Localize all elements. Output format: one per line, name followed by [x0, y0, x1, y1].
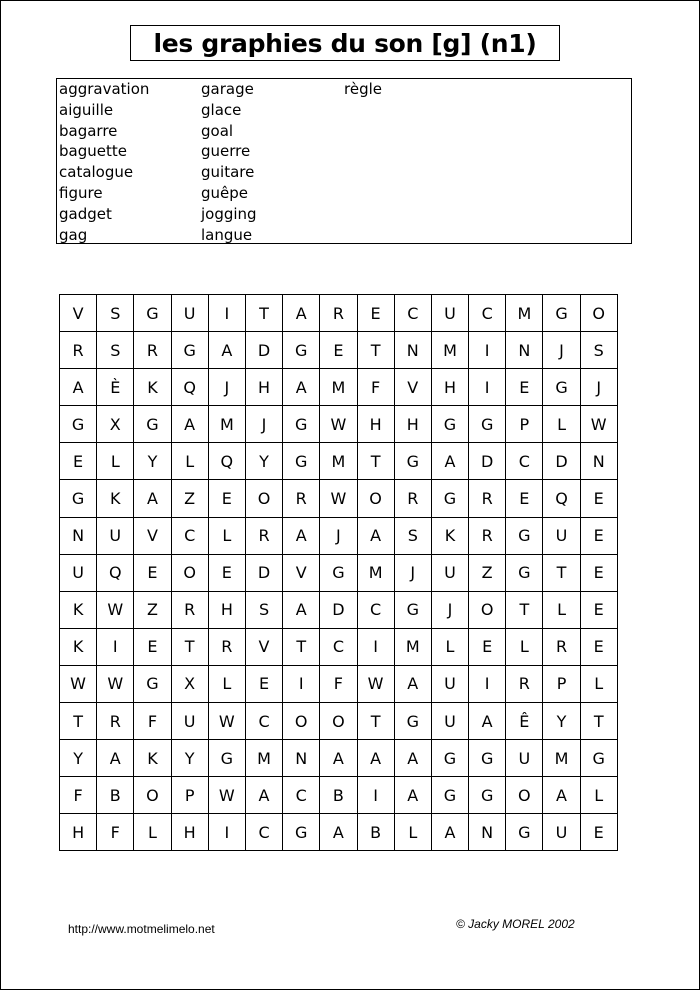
grid-cell[interactable]: O	[245, 480, 282, 517]
letter-grid	[59, 294, 618, 851]
grid-cell[interactable]: R	[543, 628, 580, 665]
grid-cell[interactable]: F	[60, 777, 97, 814]
grid-cell[interactable]: E	[580, 814, 617, 851]
grid-cell[interactable]: J	[245, 406, 282, 443]
grid-cell[interactable]: Q	[543, 480, 580, 517]
grid-cell[interactable]: G	[394, 591, 431, 628]
grid-cell[interactable]: E	[506, 480, 543, 517]
grid-cell[interactable]: L	[580, 665, 617, 702]
grid-cell[interactable]: G	[543, 369, 580, 406]
grid-cell[interactable]: W	[97, 665, 134, 702]
grid-cell[interactable]: A	[469, 703, 506, 740]
grid-cell[interactable]: E	[580, 554, 617, 591]
grid-cell[interactable]: O	[357, 480, 394, 517]
grid-cell[interactable]: A	[283, 369, 320, 406]
grid-cell[interactable]: N	[469, 814, 506, 851]
grid-cell[interactable]: R	[245, 517, 282, 554]
footer-copyright: © Jacky MOREL 2002	[456, 917, 575, 931]
grid-cell[interactable]: F	[320, 665, 357, 702]
grid-cell[interactable]: C	[357, 591, 394, 628]
grid-cell[interactable]: M	[357, 554, 394, 591]
grid-cell[interactable]: S	[394, 517, 431, 554]
grid-cell[interactable]: D	[245, 332, 282, 369]
grid-cell[interactable]: L	[543, 406, 580, 443]
word-column-3	[344, 79, 382, 100]
grid-cell[interactable]: N	[283, 740, 320, 777]
grid-cell[interactable]: Y	[171, 740, 208, 777]
title-box	[130, 25, 560, 61]
grid-cell[interactable]: O	[320, 703, 357, 740]
word-column-1	[59, 79, 149, 245]
word-item: guitare	[201, 163, 255, 182]
grid-cell[interactable]: N	[394, 332, 431, 369]
grid-cell[interactable]: Y	[245, 443, 282, 480]
grid-cell[interactable]: L	[134, 814, 171, 851]
grid-cell[interactable]: G	[208, 740, 245, 777]
grid-cell[interactable]: M	[245, 740, 282, 777]
grid-cell[interactable]: T	[171, 628, 208, 665]
grid-cell[interactable]: K	[134, 740, 171, 777]
grid-cell[interactable]: Y	[134, 443, 171, 480]
grid-cell[interactable]: I	[357, 628, 394, 665]
grid-cell[interactable]: L	[208, 517, 245, 554]
grid-cell[interactable]: C	[506, 443, 543, 480]
grid-cell[interactable]: G	[283, 406, 320, 443]
grid-cell[interactable]: J	[394, 554, 431, 591]
grid-cell[interactable]: C	[469, 295, 506, 332]
grid-cell[interactable]: G	[431, 480, 468, 517]
grid-cell[interactable]: N	[60, 517, 97, 554]
grid-cell[interactable]: K	[97, 480, 134, 517]
grid-cell[interactable]: A	[394, 777, 431, 814]
grid-cell[interactable]: T	[506, 591, 543, 628]
grid-cell[interactable]: E	[580, 480, 617, 517]
grid-cell[interactable]: L	[97, 443, 134, 480]
grid-cell[interactable]: Q	[208, 443, 245, 480]
grid-cell[interactable]: H	[245, 369, 282, 406]
grid-cell[interactable]: W	[60, 665, 97, 702]
word-item: garage	[201, 80, 254, 98]
grid-cell[interactable]: T	[543, 554, 580, 591]
grid-cell[interactable]: P	[506, 406, 543, 443]
word-list	[56, 78, 632, 244]
grid-row	[60, 295, 618, 332]
grid-cell[interactable]: A	[60, 369, 97, 406]
grid-cell[interactable]: A	[283, 517, 320, 554]
grid-cell[interactable]: D	[543, 443, 580, 480]
grid-cell[interactable]: U	[431, 703, 468, 740]
grid-cell[interactable]: K	[431, 517, 468, 554]
grid-cell[interactable]: G	[320, 554, 357, 591]
grid-cell[interactable]: K	[60, 591, 97, 628]
grid-cell[interactable]: G	[431, 740, 468, 777]
grid-row	[60, 777, 618, 814]
grid-cell[interactable]: Q	[97, 554, 134, 591]
word-item: aiguille	[59, 100, 114, 119]
grid-cell[interactable]: N	[580, 443, 617, 480]
grid-cell[interactable]: R	[506, 665, 543, 702]
grid-cell[interactable]: T	[357, 443, 394, 480]
grid-cell[interactable]: U	[543, 517, 580, 554]
grid-cell[interactable]: I	[208, 295, 245, 332]
grid-cell[interactable]: A	[320, 814, 357, 851]
grid-cell[interactable]: G	[469, 740, 506, 777]
grid-cell[interactable]: R	[469, 480, 506, 517]
grid-cell[interactable]: K	[134, 369, 171, 406]
grid-row	[60, 740, 618, 777]
word-item: glace	[201, 100, 242, 119]
word-item: bagarre	[59, 121, 118, 140]
grid-cell[interactable]: E	[208, 554, 245, 591]
grid-cell[interactable]: A	[431, 443, 468, 480]
grid-cell[interactable]: G	[134, 295, 171, 332]
grid-cell[interactable]: B	[320, 777, 357, 814]
grid-cell[interactable]: È	[97, 369, 134, 406]
grid-cell[interactable]: O	[469, 591, 506, 628]
grid-cell[interactable]: H	[357, 406, 394, 443]
grid-cell[interactable]: A	[283, 591, 320, 628]
grid-cell[interactable]: R	[283, 480, 320, 517]
grid-cell[interactable]: L	[543, 591, 580, 628]
grid-cell[interactable]: G	[171, 332, 208, 369]
grid-cell[interactable]: U	[60, 554, 97, 591]
grid-row	[60, 591, 618, 628]
grid-cell[interactable]: C	[245, 703, 282, 740]
grid-cell[interactable]: F	[357, 369, 394, 406]
grid-cell[interactable]: T	[60, 703, 97, 740]
grid-cell[interactable]: A	[134, 480, 171, 517]
grid-cell[interactable]: B	[357, 814, 394, 851]
grid-cell[interactable]: N	[506, 332, 543, 369]
grid-cell[interactable]: U	[431, 554, 468, 591]
grid-cell[interactable]: V	[134, 517, 171, 554]
grid-cell[interactable]: R	[394, 480, 431, 517]
grid-cell[interactable]: I	[283, 665, 320, 702]
grid-cell[interactable]: R	[134, 332, 171, 369]
grid-row	[60, 480, 618, 517]
grid-cell[interactable]: W	[357, 665, 394, 702]
grid-cell[interactable]: W	[208, 777, 245, 814]
grid-cell[interactable]: A	[431, 814, 468, 851]
grid-cell[interactable]: L	[394, 814, 431, 851]
grid-cell[interactable]: G	[469, 777, 506, 814]
grid-cell[interactable]: K	[60, 628, 97, 665]
grid-cell[interactable]: G	[394, 443, 431, 480]
grid-cell[interactable]: G	[469, 406, 506, 443]
grid-cell[interactable]: A	[357, 517, 394, 554]
grid-cell[interactable]: A	[283, 295, 320, 332]
grid-cell[interactable]: I	[208, 814, 245, 851]
grid-cell[interactable]: M	[543, 740, 580, 777]
grid-cell[interactable]: J	[543, 332, 580, 369]
grid-cell[interactable]: D	[245, 554, 282, 591]
word-item: baguette	[59, 142, 127, 161]
grid-cell[interactable]: V	[283, 554, 320, 591]
grid-cell[interactable]: G	[283, 814, 320, 851]
grid-row	[60, 369, 618, 406]
grid-cell[interactable]: L	[431, 628, 468, 665]
grid-cell[interactable]: M	[394, 628, 431, 665]
grid-cell[interactable]: A	[320, 740, 357, 777]
grid-cell[interactable]: A	[97, 740, 134, 777]
grid-cell[interactable]: G	[431, 406, 468, 443]
grid-cell[interactable]: W	[208, 703, 245, 740]
grid-cell[interactable]: T	[357, 332, 394, 369]
grid-cell[interactable]: U	[97, 517, 134, 554]
grid-cell[interactable]: Y	[543, 703, 580, 740]
word-item: langue	[201, 225, 253, 244]
grid-cell[interactable]: R	[171, 591, 208, 628]
grid-cell[interactable]: G	[283, 443, 320, 480]
grid-cell[interactable]: W	[320, 480, 357, 517]
word-item: guêpe	[201, 183, 249, 202]
grid-cell[interactable]: S	[97, 332, 134, 369]
word-item: aggravation	[59, 80, 150, 98]
grid-cell[interactable]: E	[580, 628, 617, 665]
word-item: règle	[344, 80, 382, 98]
grid-cell[interactable]: R	[320, 295, 357, 332]
grid-cell[interactable]: I	[469, 369, 506, 406]
grid-cell[interactable]: G	[134, 665, 171, 702]
grid-cell[interactable]: M	[320, 443, 357, 480]
grid-cell[interactable]: D	[469, 443, 506, 480]
grid-cell[interactable]: U	[171, 703, 208, 740]
grid-cell[interactable]: W	[97, 591, 134, 628]
grid-cell[interactable]: G	[60, 406, 97, 443]
grid-cell[interactable]: G	[394, 703, 431, 740]
grid-cell[interactable]: H	[394, 406, 431, 443]
page-title: les graphies du son [g] (n1)	[153, 28, 537, 58]
grid-cell[interactable]: G	[283, 332, 320, 369]
grid-cell[interactable]: E	[60, 443, 97, 480]
grid-cell[interactable]: H	[171, 814, 208, 851]
grid-cell[interactable]: Z	[171, 480, 208, 517]
grid-cell[interactable]: U	[431, 295, 468, 332]
grid-cell[interactable]: L	[171, 443, 208, 480]
grid-cell[interactable]: C	[171, 517, 208, 554]
grid-cell[interactable]: V	[394, 369, 431, 406]
grid-cell[interactable]: M	[506, 295, 543, 332]
grid-cell[interactable]: C	[320, 628, 357, 665]
grid-cell[interactable]: W	[320, 406, 357, 443]
grid-cell[interactable]: M	[208, 406, 245, 443]
grid-cell[interactable]: W	[580, 406, 617, 443]
grid-cell[interactable]: X	[171, 665, 208, 702]
grid-cell[interactable]: G	[506, 554, 543, 591]
grid-cell[interactable]: L	[580, 777, 617, 814]
grid-cell[interactable]: O	[283, 703, 320, 740]
grid-cell[interactable]: A	[394, 665, 431, 702]
grid-cell[interactable]: Z	[469, 554, 506, 591]
grid-cell[interactable]: P	[543, 665, 580, 702]
grid-row	[60, 703, 618, 740]
grid-row	[60, 554, 618, 591]
word-item: figure	[59, 183, 103, 202]
grid-cell[interactable]: H	[431, 369, 468, 406]
grid-cell[interactable]: F	[134, 703, 171, 740]
grid-cell[interactable]: C	[394, 295, 431, 332]
grid-cell[interactable]: G	[60, 480, 97, 517]
word-item: gadget	[59, 204, 112, 223]
grid-cell[interactable]: G	[134, 406, 171, 443]
grid-cell[interactable]: E	[134, 554, 171, 591]
grid-cell[interactable]: E	[357, 295, 394, 332]
grid-cell[interactable]: J	[580, 369, 617, 406]
word-item: jogging	[201, 204, 257, 223]
grid-cell[interactable]: Ê	[506, 703, 543, 740]
grid-cell[interactable]: B	[97, 777, 134, 814]
grid-cell[interactable]: P	[171, 777, 208, 814]
grid-cell[interactable]: G	[506, 517, 543, 554]
grid-cell[interactable]: E	[134, 628, 171, 665]
grid-cell[interactable]: O	[134, 777, 171, 814]
grid-cell[interactable]: D	[320, 591, 357, 628]
grid-cell[interactable]: U	[543, 814, 580, 851]
grid-row	[60, 628, 618, 665]
grid-cell[interactable]: H	[60, 814, 97, 851]
grid-cell[interactable]: E	[208, 480, 245, 517]
grid-cell[interactable]: E	[245, 665, 282, 702]
grid-cell[interactable]: O	[171, 554, 208, 591]
word-column-2	[201, 79, 257, 245]
grid-cell[interactable]: O	[580, 295, 617, 332]
grid-row	[60, 406, 618, 443]
grid-cell[interactable]: G	[431, 777, 468, 814]
grid-row	[60, 814, 618, 851]
grid-cell[interactable]: U	[171, 295, 208, 332]
grid-cell[interactable]: E	[506, 369, 543, 406]
grid-cell[interactable]: I	[357, 777, 394, 814]
grid-cell[interactable]: U	[431, 665, 468, 702]
grid-cell[interactable]: A	[357, 740, 394, 777]
grid-cell[interactable]: F	[97, 814, 134, 851]
grid-cell[interactable]: Q	[171, 369, 208, 406]
grid-cell[interactable]: R	[60, 332, 97, 369]
grid-cell[interactable]: S	[580, 332, 617, 369]
grid-cell[interactable]: V	[245, 628, 282, 665]
word-item: guerre	[201, 142, 251, 161]
grid-cell[interactable]: I	[97, 628, 134, 665]
grid-cell[interactable]: J	[208, 369, 245, 406]
grid-cell[interactable]: U	[506, 740, 543, 777]
grid-cell[interactable]: E	[320, 332, 357, 369]
grid-cell[interactable]: Z	[134, 591, 171, 628]
grid-cell[interactable]: T	[245, 295, 282, 332]
grid-cell[interactable]: S	[97, 295, 134, 332]
grid-row	[60, 332, 618, 369]
word-item: goal	[201, 121, 234, 140]
grid-cell[interactable]: L	[506, 628, 543, 665]
grid-cell[interactable]: V	[60, 295, 97, 332]
grid-cell[interactable]: C	[283, 777, 320, 814]
grid-cell[interactable]: R	[469, 517, 506, 554]
word-item: catalogue	[59, 163, 134, 182]
grid-cell[interactable]: I	[469, 332, 506, 369]
grid-cell[interactable]: J	[320, 517, 357, 554]
grid-cell[interactable]: T	[283, 628, 320, 665]
grid-cell[interactable]: A	[245, 777, 282, 814]
grid-cell[interactable]: A	[208, 332, 245, 369]
grid-row	[60, 517, 618, 554]
grid-cell[interactable]: C	[245, 814, 282, 851]
grid-cell[interactable]: A	[394, 740, 431, 777]
grid-cell[interactable]: G	[543, 295, 580, 332]
grid-cell[interactable]: A	[543, 777, 580, 814]
grid-row	[60, 665, 618, 702]
grid-cell[interactable]: X	[97, 406, 134, 443]
grid-cell[interactable]: R	[97, 703, 134, 740]
grid-cell[interactable]: O	[506, 777, 543, 814]
grid-cell[interactable]: G	[506, 814, 543, 851]
grid-cell[interactable]: H	[208, 591, 245, 628]
grid-cell[interactable]: E	[580, 591, 617, 628]
grid-cell[interactable]: R	[208, 628, 245, 665]
footer-url: http://www.motmelimelo.net	[68, 922, 215, 936]
grid-cell[interactable]: I	[469, 665, 506, 702]
grid-cell[interactable]: E	[580, 517, 617, 554]
grid-cell[interactable]: Y	[60, 740, 97, 777]
grid-cell[interactable]: S	[245, 591, 282, 628]
grid-cell[interactable]: J	[431, 591, 468, 628]
grid-cell[interactable]: T	[580, 703, 617, 740]
grid-cell[interactable]: T	[357, 703, 394, 740]
grid-cell[interactable]: M	[431, 332, 468, 369]
grid-cell[interactable]: G	[580, 740, 617, 777]
word-item: gag	[59, 225, 88, 244]
grid-cell[interactable]: E	[469, 628, 506, 665]
grid-cell[interactable]: M	[320, 369, 357, 406]
grid-row	[60, 443, 618, 480]
grid-cell[interactable]: L	[208, 665, 245, 702]
grid-cell[interactable]: A	[171, 406, 208, 443]
